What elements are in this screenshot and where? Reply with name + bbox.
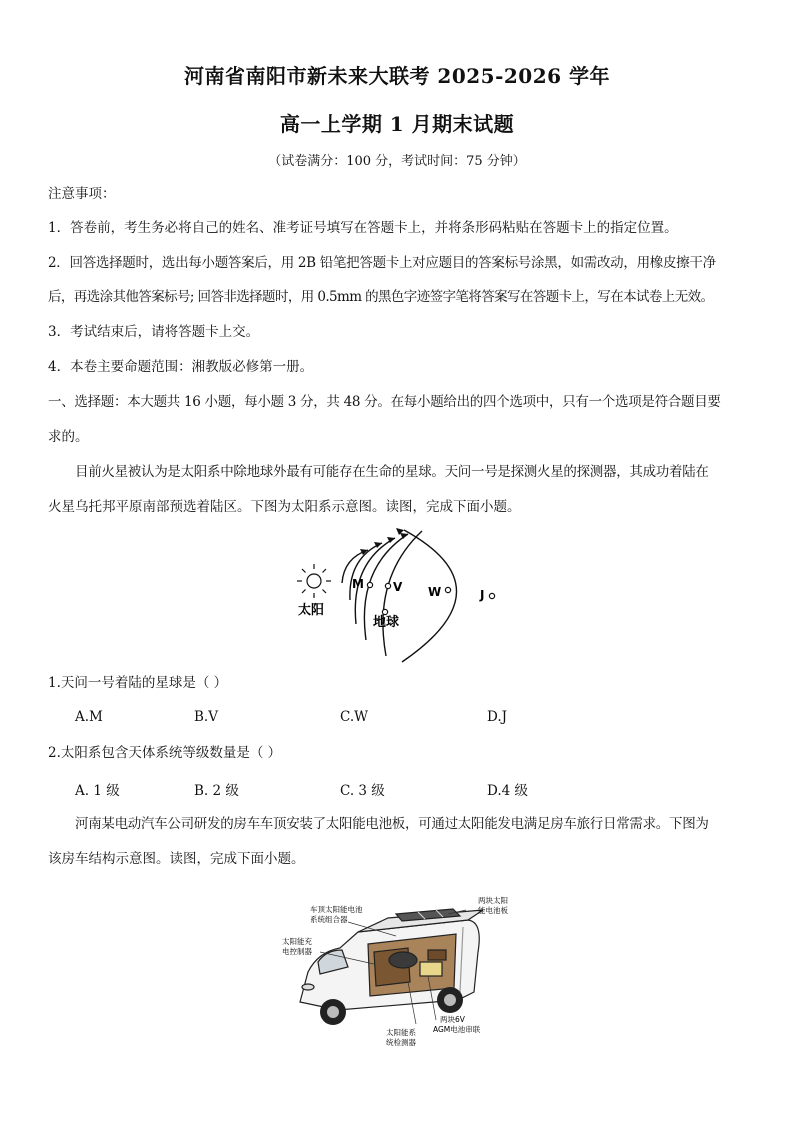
- planet-label-v: V: [393, 580, 403, 594]
- rv-structure-diagram: [278, 892, 528, 1052]
- notice-item-3: 3．考试结束后，请将答题卡上交。: [48, 324, 260, 340]
- label-combiner-1: 车顶太阳能电池: [310, 905, 363, 914]
- section1-line1: 一、选择题：本大题共 16 小题，每小题 3 分，共 48 分。在每小题给出的四个选项中，只有一个选项是符合题目要: [48, 394, 721, 410]
- sun-icon: [297, 564, 331, 598]
- planet-label-m: M: [352, 577, 364, 591]
- label-controller-1: 太阳能充: [282, 937, 312, 946]
- passage1-line2: 火星乌托邦平原南部预选着陆区。下图为太阳系示意图。读图，完成下面小题。: [48, 499, 521, 515]
- notice-item-2: 2．回答选择题时，选出每小题答案后，用 2B 铅笔把答题卡上对应题目的答案标号涂黑，如需改动，用橡皮擦干净: [48, 255, 716, 271]
- solar-system-diagram: [290, 528, 520, 668]
- q1-option-d[interactable]: D.J: [487, 709, 508, 725]
- passage2-line2: 该房车结构示意图。读图，完成下面小题。: [48, 851, 305, 867]
- exam-title-line2: 高一上学期 1 月期末试题: [279, 112, 515, 136]
- passage2-line1: 河南某电动汽车公司研发的房车车顶安装了太阳能电池板，可通过太阳能发电满足房车旅行日常需求。下图为: [75, 816, 709, 832]
- q2-option-d[interactable]: D.4 级: [487, 783, 529, 799]
- earth-label: 地球: [373, 615, 400, 630]
- sun-label: 太阳: [298, 603, 325, 618]
- notice-item-1: 1．答卷前，考生务必将自己的姓名、准考证号填写在答题卡上，并将条形码粘贴在答题卡上的指定位置。: [48, 220, 678, 236]
- label-battery-2: AGM电池串联: [433, 1025, 481, 1034]
- q1-option-a[interactable]: A.M: [75, 709, 103, 725]
- label-controller-2: 电控制器: [282, 947, 312, 956]
- question-1-stem: 1.天问一号着陆的星球是（ ）: [48, 675, 228, 691]
- label-monitor-2: 统检测器: [386, 1038, 416, 1047]
- label-panels-1: 两块太阳: [478, 896, 508, 905]
- planet-label-j: J: [480, 588, 485, 602]
- q1-option-c[interactable]: C.W: [340, 709, 369, 725]
- label-panels-2: 能电池板: [478, 906, 508, 915]
- question-2-stem: 2.太阳系包含天体系统等级数量是（ ）: [48, 745, 282, 761]
- q2-option-b[interactable]: B. 2 级: [194, 783, 239, 799]
- q2-option-c[interactable]: C. 3 级: [340, 783, 385, 799]
- label-combiner-2: 系统组合器: [310, 915, 348, 924]
- planet-label-w: W: [428, 585, 442, 599]
- exam-title-line1: 河南省南阳市新未来大联考 2025-2026 学年: [183, 64, 611, 88]
- notice-item-2-cont: 后，再选涂其他答案标号; 回答非选择题时，用 0.5mm 的黑色字迹签字笔将答案写在答题卡上，写在本试卷上无效。: [48, 289, 714, 305]
- section1-line2: 求的。: [48, 429, 89, 445]
- exam-info: （试卷满分：100 分，考试时间：75 分钟）: [268, 154, 526, 169]
- notice-heading: 注意事项：: [48, 186, 116, 202]
- notice-item-4: 4．本卷主要命题范围：湘教版必修第一册。: [48, 359, 314, 375]
- label-monitor-1: 太阳能系: [386, 1028, 416, 1037]
- q2-option-a[interactable]: A. 1 级: [75, 783, 120, 799]
- q1-option-b[interactable]: B.V: [194, 709, 218, 725]
- label-battery-1: 两块6V: [440, 1015, 465, 1024]
- passage1-line1: 目前火星被认为是太阳系中除地球外最有可能存在生命的星球。天问一号是探测火星的探测器，其成功着陆在: [75, 464, 709, 480]
